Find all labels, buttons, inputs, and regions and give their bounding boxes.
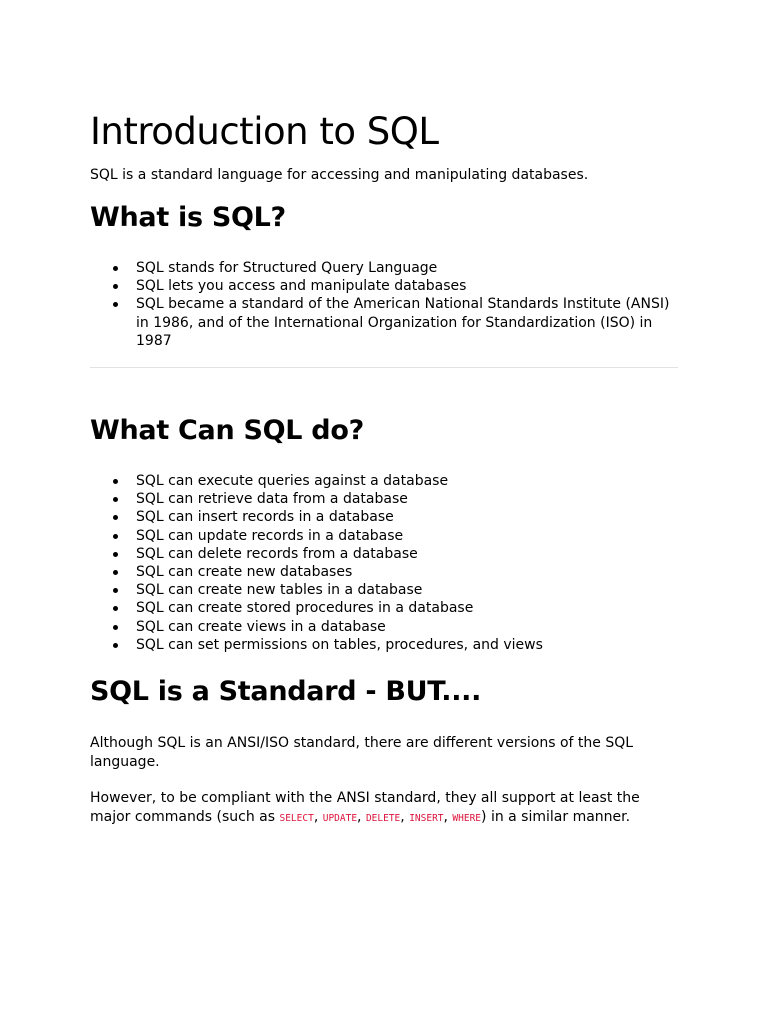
heading-what-is-sql: What is SQL?: [90, 202, 286, 233]
list-item: SQL can create stored procedures in a database: [90, 599, 680, 617]
list-item: SQL can create new tables in a database: [90, 581, 680, 599]
code-keyword-delete: DELETE: [365, 812, 401, 824]
code-keyword-insert: INSERT: [409, 812, 444, 824]
list-item: SQL can create views in a database: [90, 618, 680, 636]
list-item: SQL became a standard of the American National Standards Institute (ANSI) in 1986, and of the International Organization for Standardization (ISO) in 1987: [90, 295, 680, 350]
separator: ,: [313, 808, 323, 825]
list-item: SQL can retrieve data from a database: [90, 490, 680, 508]
list-item: SQL lets you access and manipulate databases: [90, 277, 680, 295]
what-is-sql-list: [90, 259, 680, 350]
separator: ,: [400, 808, 410, 825]
separator: ,: [357, 808, 366, 825]
list-item: SQL stands for Structured Query Language: [90, 259, 680, 277]
list-item: SQL can insert records in a database: [90, 508, 680, 526]
code-keyword-update: UPDATE: [322, 812, 358, 824]
list-item: SQL can update records in a database: [90, 527, 680, 545]
standard-paragraph-1: Although SQL is an ANSI/ISO standard, there are different versions of the SQL language.: [90, 735, 634, 770]
code-keyword-where: WHERE: [452, 812, 482, 824]
paragraph-text: ) in a similar manner.: [481, 808, 631, 825]
what-can-sql-do-list: [90, 472, 680, 654]
page-title: Introduction to SQL: [90, 110, 439, 153]
list-item: SQL can execute queries against a database: [90, 472, 680, 490]
list-item: SQL can create new databases: [90, 563, 680, 581]
intro-text: SQL is a standard language for accessing and manipulating databases.: [90, 167, 589, 183]
separator: ,: [443, 808, 453, 825]
paragraph-text: However, to be compliant with the ANSI standard, they all support at least the major commands (such as: [90, 790, 640, 825]
standard-paragraph-2: [90, 789, 680, 828]
list-item: SQL can set permissions on tables, procedures, and views: [90, 636, 680, 654]
divider: [90, 367, 678, 368]
code-keyword-select: SELECT: [279, 812, 314, 824]
heading-sql-standard: SQL is a Standard - BUT....: [90, 676, 482, 707]
list-item: SQL can delete records from a database: [90, 545, 680, 563]
heading-what-can-sql-do: What Can SQL do?: [90, 415, 364, 446]
